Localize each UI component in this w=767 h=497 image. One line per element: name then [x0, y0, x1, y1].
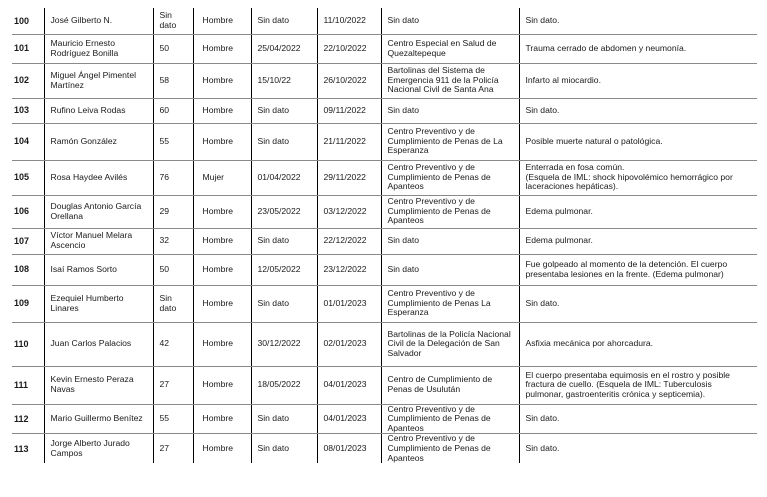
name-cell: Rufino Leiva Rodas	[44, 98, 153, 123]
death-date-cell: 03/12/2022	[317, 195, 381, 228]
death-date-cell: 29/11/2022	[317, 160, 381, 195]
place-cell: Bartolinas del Sistema de Emergencia 911 de la Policía Nacional Civil de Santa Ana	[381, 63, 519, 98]
place-cell: Sin dato	[381, 228, 519, 254]
detention-date-cell: 23/05/2022	[251, 195, 317, 228]
death-date-cell: 01/01/2023	[317, 285, 381, 322]
cause-cell: Asfixia mecánica por ahorcadura.	[519, 322, 757, 366]
row-number: 105	[12, 160, 44, 195]
row-number: 103	[12, 98, 44, 123]
place-cell: Centro Especial en Salud de Quezaltepeque	[381, 34, 519, 63]
table-row	[12, 366, 757, 404]
table-row	[12, 8, 757, 34]
row-number: 110	[12, 322, 44, 366]
place-cell: Centro Preventivo y de Cumplimiento de Penas La Esperanza	[381, 285, 519, 322]
place-cell: Centro Preventivo y de Cumplimiento de Penas de Apanteos	[381, 404, 519, 434]
sex-cell: Hombre	[193, 8, 251, 34]
cause-cell: Enterrada en fosa común. (Esquela de IML: shock hipovolémico hemorrágico por laceraciones hepáticas).	[519, 160, 757, 195]
cause-cell: Sin dato.	[519, 404, 757, 434]
detention-date-cell: Sin dato	[251, 434, 317, 463]
sex-cell: Hombre	[193, 285, 251, 322]
place-cell: Sin dato	[381, 8, 519, 34]
death-date-cell: 21/11/2022	[317, 123, 381, 160]
sex-cell: Hombre	[193, 98, 251, 123]
table-row	[12, 228, 757, 254]
age-cell: 55	[153, 123, 193, 160]
sex-cell: Hombre	[193, 34, 251, 63]
death-date-cell: 22/12/2022	[317, 228, 381, 254]
table-row	[12, 404, 757, 434]
age-cell: 27	[153, 366, 193, 404]
table-row	[12, 123, 757, 160]
table-row	[12, 98, 757, 123]
cause-cell: Trauma cerrado de abdomen y neumonía.	[519, 34, 757, 63]
cause-cell: Posible muerte natural o patológica.	[519, 123, 757, 160]
row-number: 108	[12, 254, 44, 285]
death-date-cell: 08/01/2023	[317, 434, 381, 463]
name-cell: Jorge Alberto Jurado Campos	[44, 434, 153, 463]
name-cell: Mario Guillermo Benítez	[44, 404, 153, 434]
detention-date-cell: 01/04/2022	[251, 160, 317, 195]
name-cell: Kevin Ernesto Peraza Navas	[44, 366, 153, 404]
cause-cell: Fue golpeado al momento de la detención. El cuerpo presentaba lesiones en la frente. (Edema pulmonar)	[519, 254, 757, 285]
age-cell: 29	[153, 195, 193, 228]
detention-date-cell: 15/10/22	[251, 63, 317, 98]
table-row	[12, 322, 757, 366]
name-cell: Douglas Antonio García Orellana	[44, 195, 153, 228]
table-row	[12, 254, 757, 285]
cause-cell: El cuerpo presentaba equimosis en el rostro y posible fractura de cuello. (Esquela de IML: Tuberculosis pulmonar, gastroenteritis crónica y septicemia).	[519, 366, 757, 404]
death-date-cell: 11/10/2022	[317, 8, 381, 34]
cause-cell: Edema pulmonar.	[519, 195, 757, 228]
row-number: 111	[12, 366, 44, 404]
detention-date-cell: Sin dato	[251, 98, 317, 123]
sex-cell: Mujer	[193, 160, 251, 195]
detention-date-cell: 12/05/2022	[251, 254, 317, 285]
sex-cell: Hombre	[193, 195, 251, 228]
row-number: 106	[12, 195, 44, 228]
age-cell: 50	[153, 34, 193, 63]
death-date-cell: 09/11/2022	[317, 98, 381, 123]
cause-cell: Sin dato.	[519, 8, 757, 34]
sex-cell: Hombre	[193, 63, 251, 98]
age-cell: Sin dato	[153, 8, 193, 34]
place-cell: Centro Preventivo y de Cumplimiento de Penas de La Esperanza	[381, 123, 519, 160]
cause-cell: Sin dato.	[519, 98, 757, 123]
sex-cell: Hombre	[193, 322, 251, 366]
table-row	[12, 195, 757, 228]
age-cell: 32	[153, 228, 193, 254]
table-row	[12, 434, 757, 463]
place-cell: Centro Preventivo y de Cumplimiento de Penas de Apanteos	[381, 160, 519, 195]
place-cell: Centro Preventivo y de Cumplimiento de Penas de Apanteos	[381, 434, 519, 463]
row-number: 109	[12, 285, 44, 322]
detention-date-cell: 18/05/2022	[251, 366, 317, 404]
table-row	[12, 285, 757, 322]
detention-date-cell: 25/04/2022	[251, 34, 317, 63]
sex-cell: Hombre	[193, 404, 251, 434]
name-cell: Miguel Ángel Pimentel Martínez	[44, 63, 153, 98]
cause-cell: Sin dato.	[519, 285, 757, 322]
row-number: 104	[12, 123, 44, 160]
row-number: 113	[14, 443, 29, 454]
row-number: 102	[12, 63, 44, 98]
table-row	[12, 160, 757, 195]
row-number: 107	[12, 228, 44, 254]
place-cell: Centro Preventivo y de Cumplimiento de Penas de Apanteos	[381, 195, 519, 228]
age-cell: Sin dato	[153, 285, 193, 322]
sex-cell: Hombre	[193, 123, 251, 160]
name-cell: Juan Carlos Palacios	[44, 322, 153, 366]
death-date-cell: 04/01/2023	[317, 366, 381, 404]
name-cell: Ramón González	[44, 123, 153, 160]
detention-date-cell: Sin dato	[251, 285, 317, 322]
deaths-table	[12, 8, 757, 463]
death-date-cell: 22/10/2022	[317, 34, 381, 63]
place-cell: Sin dato	[381, 254, 519, 285]
sex-cell: Hombre	[193, 254, 251, 285]
death-date-cell: 02/01/2023	[317, 322, 381, 366]
place-cell: Sin dato	[381, 98, 519, 123]
cause-cell: Edema pulmonar.	[519, 228, 757, 254]
detention-date-cell: Sin dato	[251, 228, 317, 254]
death-date-cell: 04/01/2023	[317, 404, 381, 434]
age-cell: 60	[153, 98, 193, 123]
name-cell: Víctor Manuel Melara Ascencio	[44, 228, 153, 254]
detention-date-cell: Sin dato	[251, 404, 317, 434]
cause-cell: Infarto al miocardio.	[519, 63, 757, 98]
detention-date-cell: Sin dato	[251, 123, 317, 160]
place-cell: Centro de Cumplimiento de Penas de Usulután	[381, 366, 519, 404]
cause-cell: Sin dato.	[519, 434, 757, 463]
table-row	[12, 63, 757, 98]
sex-cell: Hombre	[193, 366, 251, 404]
row-number: 101	[12, 34, 44, 63]
detention-date-cell: 30/12/2022	[251, 322, 317, 366]
row-number: 112	[12, 404, 44, 434]
table-row	[12, 34, 757, 63]
age-cell: 42	[153, 322, 193, 366]
age-cell: 27	[153, 434, 193, 463]
place-cell: Bartolinas de la Policía Nacional Civil de la Delegación de San Salvador	[381, 322, 519, 366]
row-number: 100	[12, 8, 44, 34]
name-cell: Rosa Haydee Avilés	[44, 160, 153, 195]
age-cell: 76	[153, 160, 193, 195]
age-cell: 50	[153, 254, 193, 285]
name-cell: Isaí Ramos Sorto	[44, 254, 153, 285]
name-cell: Mauricio Ernesto Rodríguez Bonilla	[44, 34, 153, 63]
age-cell: 58	[153, 63, 193, 98]
sex-cell: Hombre	[193, 434, 251, 463]
table-body	[12, 8, 757, 463]
death-date-cell: 23/12/2022	[317, 254, 381, 285]
name-cell: Ezequiel Humberto Linares	[44, 285, 153, 322]
age-cell: 55	[153, 404, 193, 434]
detention-date-cell: Sin dato	[251, 8, 317, 34]
name-cell: José Gilberto N.	[44, 8, 153, 34]
sex-cell: Hombre	[193, 228, 251, 254]
death-date-cell: 26/10/2022	[317, 63, 381, 98]
